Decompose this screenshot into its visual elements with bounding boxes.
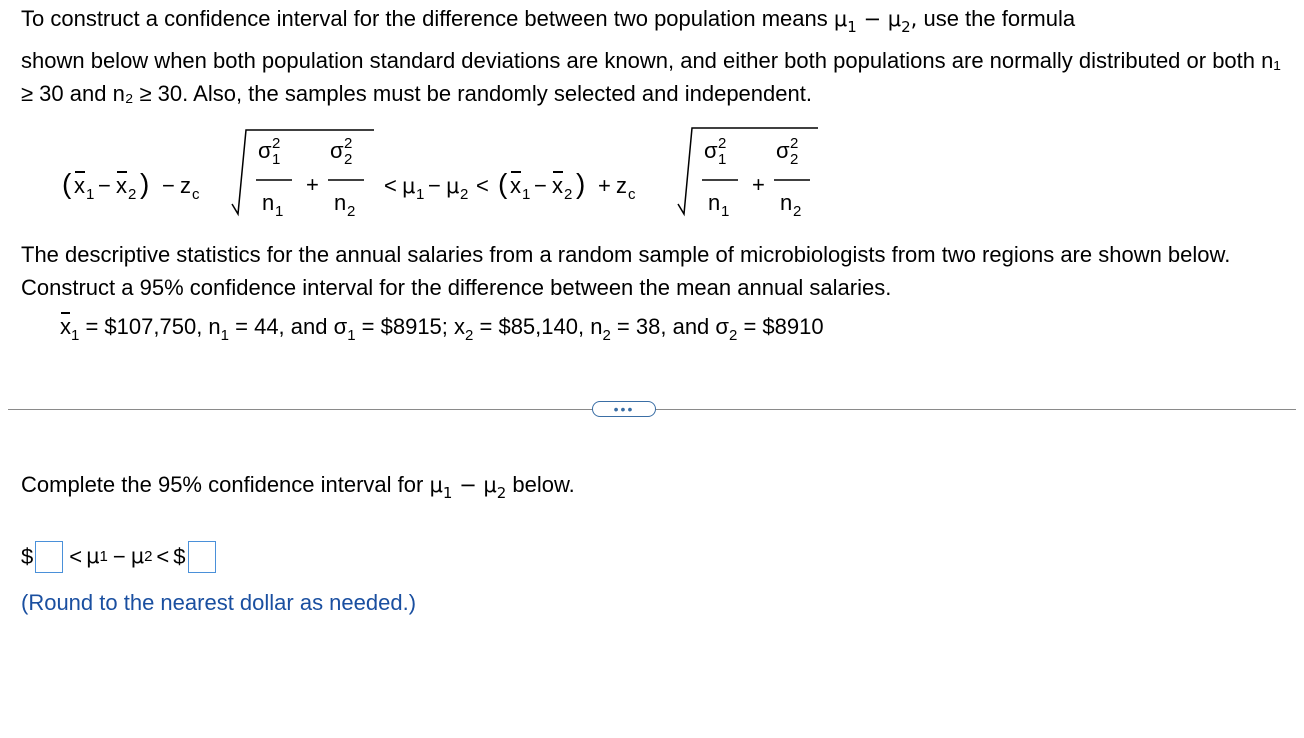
svg-text:2: 2 [460,186,469,203]
svg-text:μ: μ [402,174,416,198]
sigma2-value: = $8910 [743,314,824,339]
question-prompt [21,468,575,510]
given-statistics: $x_1$ = $107,750, $n_1 = 44$, and $\sigma_1$ = $8915; $x_2$ = $85,140, $n_2 = 38$, and $\sigma_2$ = $8910 [60,310,824,352]
svg-text:2: 2 [718,135,727,152]
x2-value: = $85,140, n [479,314,603,339]
svg-text:<: < [384,173,397,198]
prompt-after: below. [512,472,575,497]
svg-text:n: n [780,190,793,215]
svg-text:+: + [752,172,765,197]
x1-bar: x [60,310,71,343]
svg-text:): ) [576,168,586,199]
svg-text:(: ( [498,168,508,199]
svg-text:σ: σ [258,138,272,163]
prompt-mu-difference: $\mu_1 - \mu_2$ [429,473,507,502]
answer-mu2: μ [130,544,145,568]
svg-text:σ: σ [776,138,790,163]
svg-text:2: 2 [564,186,573,203]
svg-text:−: − [534,173,547,198]
svg-text:2: 2 [790,151,799,168]
problem-paragraph: The descriptive statistics for the annual salaries from a random sample of microbiologists from two regions are shown below. Construct a 95% confidence interval for the difference between the mean annual salaries. [21,242,1231,300]
svg-text:n: n [334,190,347,215]
svg-text:2: 2 [347,203,356,220]
svg-text:z: z [616,173,627,198]
svg-text:2: 2 [793,203,802,220]
svg-text:−: − [428,173,441,198]
n2-value: = 38, and σ [616,314,729,339]
intro-line1: To construct a confidence interval for the difference between two population means [21,6,828,31]
svg-text:1: 1 [721,203,730,220]
svg-text:c: c [192,186,200,203]
prompt-text: Complete the 95% confidence interval for [21,472,424,497]
upper-bound-input[interactable] [188,541,216,573]
answer-minus: − [112,544,126,569]
svg-text:+: + [598,173,611,198]
svg-text:σ: σ [704,138,718,163]
lower-bound-input[interactable] [35,541,63,573]
svg-text:+: + [306,172,319,197]
svg-text:−: − [162,173,175,198]
svg-text:<: < [476,173,489,198]
svg-text:1: 1 [86,186,95,203]
intro-paragraph [21,2,1291,110]
x1-bar-left: x [74,173,85,198]
mu-difference: $\mu_1 - \mu_2$, [833,7,918,36]
left-paren-open: ( [62,168,72,199]
answer-mu1: μ [86,544,100,568]
dollar-sign-lower: $ [21,544,34,569]
n1-value: = 44, and σ [235,314,348,339]
svg-text:): ) [140,168,150,199]
svg-text:c: c [628,186,636,203]
svg-text:n: n [708,190,721,215]
svg-text:1: 1 [522,186,531,203]
svg-text:2: 2 [344,151,353,168]
svg-text:1: 1 [416,186,425,203]
more-options-button[interactable]: ••• [592,401,656,417]
svg-text:x: x [116,173,127,198]
svg-text:1: 1 [275,203,284,220]
x1-value: = $107,750, n [85,314,221,339]
intro-line1-end: use the formula [923,6,1076,31]
lt-symbol-right: < [156,544,170,569]
intro-line2: shown below when both population standard deviations are known, and either both populations are normally distributed or both n₁ ≥ 30 and n₂ ≥ 30. Also, the samples must be randomly selected and independent. [21,48,1281,106]
svg-text:1: 1 [718,151,727,168]
dollar-sign-upper: $ [173,544,186,569]
svg-text:n: n [262,190,275,215]
svg-text:σ: σ [330,138,344,163]
svg-text:1: 1 [272,151,281,168]
rounding-note: (Round to the nearest dollar as needed.) [21,590,417,615]
answer-row: $ < μ 1 − μ 2 < $ [21,540,218,573]
svg-text:x: x [510,173,521,198]
svg-text:2: 2 [128,186,137,203]
svg-text:−: − [98,173,111,198]
svg-text:2: 2 [272,135,281,152]
confidence-interval-formula [0,120,1304,230]
svg-text:z: z [180,173,191,198]
svg-text:2: 2 [790,135,799,152]
lt-symbol-left: < [69,544,83,569]
svg-text:μ: μ [446,174,460,198]
sigma1-value: = $8915; x [361,314,466,339]
svg-text:2: 2 [344,135,353,152]
svg-text:x: x [552,173,563,198]
